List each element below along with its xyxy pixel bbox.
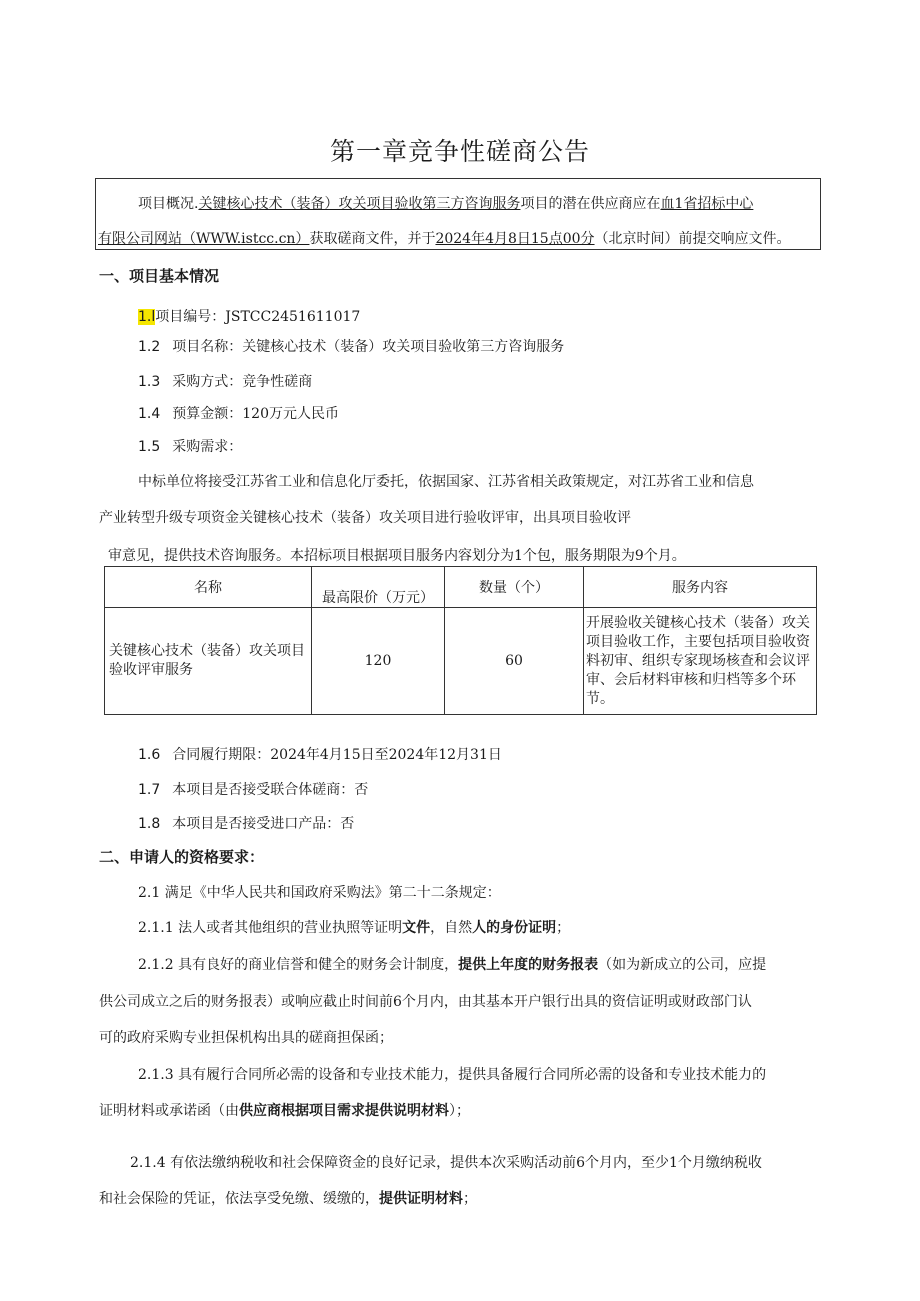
req-text-bold: 文件: [402, 920, 431, 936]
item-text: 本项目是否接受联合体磋商：否: [172, 782, 369, 798]
notice-get-docs: 获取磋商文件，并于: [309, 231, 436, 247]
req-text: （如为新成立的公司，应提: [598, 957, 767, 973]
req-text: 和社会保险的凭证，依法享受免缴、缓缴的，: [99, 1191, 379, 1207]
item-text: 项目编号：JSTCC2451611017: [155, 309, 361, 325]
req-2-1-4-line-2: [99, 1188, 477, 1208]
notice-line-1: [138, 193, 753, 213]
section1-heading: 一、项目基本情况: [99, 267, 220, 285]
procurement-desc-line-2: 产业转型升级专项资金关键核心技术（装备）攻关项目进行验收评审，出具项目验收评: [99, 510, 631, 526]
req-text: ，自然: [430, 920, 473, 936]
table-cell: 开展验收关键核心技术（装备）攻关项目验收工作，主要包括项目验收资料初审、组织专家现场核查和会议评审、会后材料审核和归档等多个环节。: [584, 608, 817, 715]
req-2-1-4-line-1: 2.1.4 有依法缴纳税收和社会保障资金的良好记录，提供本次采购活动前6个月内，至少1个月缴纳税收: [130, 1155, 762, 1171]
item-number: 1.l: [138, 309, 156, 325]
notice-agency-site: 有限公司网站（WWW.istcc.cn）: [98, 231, 310, 247]
req-text: ；: [556, 920, 571, 936]
item-number: 1.6: [138, 747, 161, 763]
notice-suffix: （北京时间）前提交响应文件。: [594, 231, 791, 247]
req-2-1-2-line-2: 供公司成立之后的财务报表）或响应截止时间前6个月内，由其基本开户银行出具的资信证明或财政部门认: [99, 994, 752, 1010]
item-number: 1.8: [138, 816, 161, 832]
notice-deadline: 2024年4月8日15点00分: [435, 231, 595, 247]
item-text: 项目名称：关键核心技术（装备）攻关项目验收第三方咨询服务: [172, 339, 565, 355]
item-1-7: [138, 779, 368, 799]
item-text: 采购方式：竞争性磋商: [172, 374, 313, 390]
notice-project-name: 关键核心技术（装备）攻关项目验收第三方咨询服务: [198, 196, 521, 212]
req-2-1-2-line-3: 可的政府采购专业担保机构出具的磋商担保函；: [99, 1030, 393, 1046]
notice-box: [95, 178, 821, 250]
req-text: ）；: [449, 1103, 470, 1119]
req-text: 2.1.1 法人或者其他组织的营业执照等证明: [138, 920, 403, 936]
page-title: 第一章竞争性磋商公告: [329, 137, 590, 166]
item-number: 1.5: [138, 439, 161, 455]
table-cell: 120: [312, 608, 445, 715]
table-header: 服务内容: [584, 567, 817, 608]
req-text: 2.1.2 具有良好的商业信誉和健全的财务会计制度，: [138, 957, 459, 973]
section2-heading: 二、申请人的资格要求：: [99, 848, 265, 866]
item-1-2: [138, 336, 564, 356]
req-2-1-3-line-1: 2.1.3 具有履行合同所必需的设备和专业技术能力，提供具备履行合同所必需的设备和专业技术能力的: [138, 1067, 767, 1083]
notice-mid-text: 项目的潜在供应商应在: [520, 196, 661, 212]
item-1-8: [138, 813, 354, 833]
item-number: 1.2: [138, 339, 161, 355]
table-row: [105, 608, 817, 715]
item-1-6: [138, 744, 502, 764]
table-cell: 关键核心技术（装备）攻关项目验收评审服务: [105, 608, 312, 715]
table-header: 名称: [105, 567, 312, 608]
req-text: ；: [463, 1191, 477, 1207]
item-text: 合同履行期限：2024年4月15日至2024年12月31日: [172, 747, 502, 763]
notice-agency-name: 血1省招标中心: [660, 196, 754, 212]
req-text-bold: 提供上年度的财务报表: [458, 957, 599, 973]
item-1-4: [138, 403, 339, 423]
req-2-1-3-line-2: [99, 1100, 470, 1120]
item-number: 1.7: [138, 782, 161, 798]
table-header: 最高限价（万元）: [312, 567, 445, 608]
req-2-1: 2.1 满足《中华人民共和国政府采购法》第二十二条规定：: [138, 885, 501, 901]
req-2-1-2-line-1: [138, 954, 766, 974]
req-text-bold: 供应商根据项目需求提供说明材料: [239, 1103, 449, 1119]
item-number: 1.3: [138, 374, 161, 390]
notice-prefix: 项目概况.: [138, 196, 199, 212]
item-1-3: [138, 371, 312, 391]
table-cell: 60: [445, 608, 584, 715]
item-number: 1.4: [138, 406, 161, 422]
req-text-bold: 人的身份证明: [472, 920, 557, 936]
item-text: 预算金额：120万元人民币: [172, 406, 339, 422]
item-text: 采购需求：: [172, 439, 243, 455]
item-1-1: [138, 306, 360, 326]
req-2-1-1: [138, 917, 570, 937]
table-header-row: [105, 567, 817, 608]
procurement-desc-line-3: 审意见，提供技术咨询服务。本招标项目根据项目服务内容划分为1个包，服务期限为9个月。: [108, 548, 686, 564]
procurement-desc-line-1: 中标单位将接受江苏省工业和信息化厅委托，依据国家、江苏省相关政策规定，对江苏省工业和信息: [138, 474, 754, 490]
req-text: 证明材料或承诺函（由: [99, 1103, 239, 1119]
notice-line-2: [98, 228, 791, 248]
table-header: 数量（个）: [445, 567, 584, 608]
item-1-5: [138, 436, 242, 456]
service-table: [104, 566, 817, 715]
req-text-bold: 提供证明材料: [379, 1191, 463, 1207]
item-text: 本项目是否接受进口产品：否: [172, 816, 355, 832]
